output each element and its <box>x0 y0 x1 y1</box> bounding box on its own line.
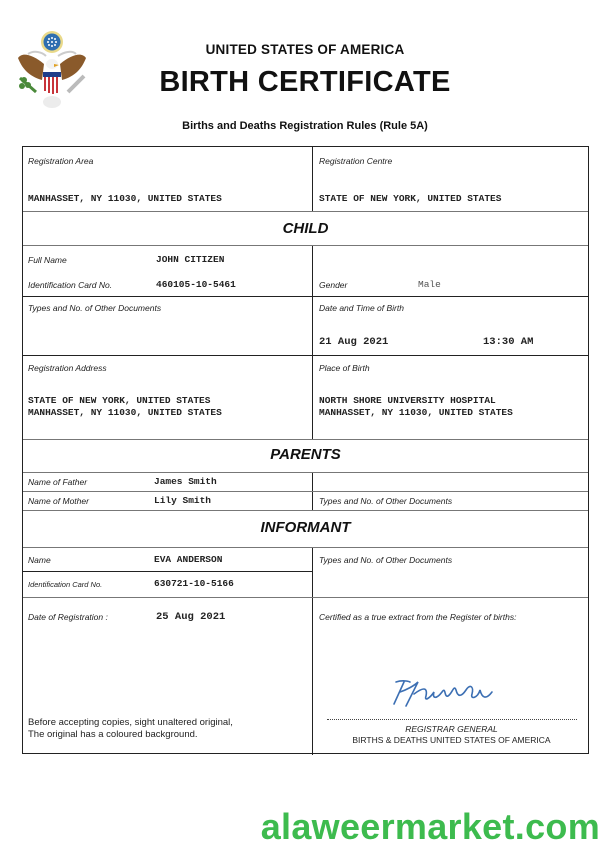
original-note-line-2: The original has a coloured background. <box>28 729 198 740</box>
website-watermark: alaweermarket.com <box>260 806 600 847</box>
certificate-table <box>22 146 589 754</box>
mother-value: Lily Smith <box>154 495 212 506</box>
section-informant: INFORMANT <box>260 519 351 536</box>
dob-time-value: 13:30 AM <box>483 336 534 348</box>
registration-date-value: 25 Aug 2021 <box>156 611 226 623</box>
row-divider <box>23 211 588 212</box>
mother-label: Name of Mother <box>28 496 89 506</box>
row-divider <box>23 355 588 356</box>
child-id-label: Identification Card No. <box>28 280 113 290</box>
child-id-value: 460105-10-5461 <box>156 279 236 290</box>
certified-text: Certified as a true extract from the Register of births: <box>319 612 517 622</box>
informant-name-value: EVA ANDERSON <box>154 554 223 565</box>
gender-value: Male <box>418 279 441 290</box>
row-divider <box>23 510 588 511</box>
row-divider <box>23 296 588 297</box>
place-of-birth-label: Place of Birth <box>319 363 370 373</box>
registration-centre-value: STATE OF NEW YORK, UNITED STATES <box>319 193 502 204</box>
row-divider <box>23 472 588 473</box>
full-name-value: JOHN CITIZEN <box>156 254 225 265</box>
registrar-organization: BIRTHS & DEATHS UNITED STATES OF AMERICA <box>352 735 551 745</box>
us-great-seal-icon <box>14 28 90 112</box>
informant-other-docs-label: Types and No. of Other Documents <box>319 555 453 565</box>
column-divider <box>312 147 313 211</box>
registration-centre-label: Registration Centre <box>319 156 393 166</box>
father-label: Name of Father <box>28 477 88 487</box>
registration-address-line-1: STATE OF NEW YORK, UNITED STATES <box>28 395 211 406</box>
rule-subtitle: Births and Deaths Registration Rules (Rule 5A) <box>182 120 428 132</box>
dob-date-value: 21 Aug 2021 <box>319 336 389 348</box>
country-heading: UNITED STATES OF AMERICA <box>205 42 405 57</box>
row-divider <box>23 439 588 440</box>
full-name-label: Full Name <box>28 255 67 265</box>
informant-name-label: Name <box>28 555 51 565</box>
registration-address-line-2: MANHASSET, NY 11030, UNITED STATES <box>28 407 222 418</box>
section-parents: PARENTS <box>270 446 341 463</box>
row-divider <box>23 547 588 548</box>
registration-area-label: Registration Area <box>28 156 94 166</box>
place-of-birth-line-1: NORTH SHORE UNIVERSITY HOSPITAL <box>319 395 496 406</box>
row-divider <box>23 597 588 598</box>
registration-area-value: MANHASSET, NY 11030, UNITED STATES <box>28 193 222 204</box>
registrar-title: REGISTRAR GENERAL <box>405 724 498 734</box>
registration-date-label: Date of Registration : <box>28 612 108 622</box>
row-divider <box>23 245 588 246</box>
father-value: James Smith <box>154 476 217 487</box>
child-other-docs-label: Types and No. of Other Documents <box>28 303 162 313</box>
signature-line <box>327 719 577 720</box>
place-of-birth-line-2: MANHASSET, NY 11030, UNITED STATES <box>319 407 513 418</box>
original-note-line-1: Before accepting copies, sight unaltered original, <box>28 717 233 728</box>
row-divider <box>23 571 312 572</box>
informant-id-value: 630721-10-5166 <box>154 578 234 589</box>
column-divider <box>312 245 313 439</box>
section-child: CHILD <box>282 220 329 237</box>
registration-address-label: Registration Address <box>28 363 107 373</box>
parents-other-docs-label: Types and No. of Other Documents <box>319 496 453 506</box>
informant-id-label: Identification Card No. <box>28 580 103 589</box>
row-divider <box>23 491 588 492</box>
gender-label: Gender <box>319 280 348 290</box>
registrar-signature <box>388 672 508 712</box>
dob-label: Date and Time of Birth <box>319 303 404 313</box>
document-title: BIRTH CERTIFICATE <box>159 66 451 98</box>
original-note <box>28 717 233 741</box>
